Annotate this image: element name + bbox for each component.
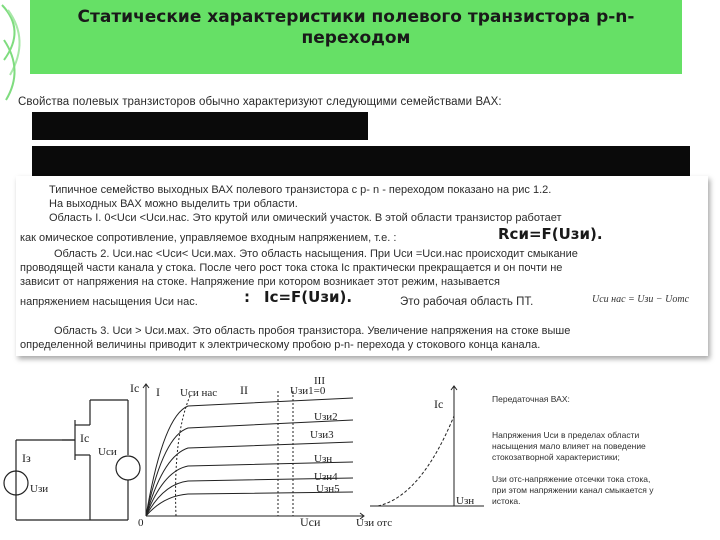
- transfer-xlabel: Uзн: [456, 495, 475, 507]
- transfer-label-ic: Iс: [434, 397, 444, 411]
- vax-curve-label-1: Uзи1=0: [290, 385, 326, 397]
- redacted-bar-2: [32, 146, 690, 176]
- vax-curve-label-5: Uзн4: [314, 471, 338, 483]
- note-2b: насыщения мало влияет на поведение: [492, 441, 646, 451]
- circuit-label-usi: Uси: [98, 446, 117, 458]
- note-transfer-title: Передаточная ВАХ:: [492, 394, 570, 404]
- panel-line-1: Типичное семейство выходных ВАХ полевого транзистора с p- n - переходом показано на рис 1.2.: [49, 184, 552, 196]
- description-panel: [16, 176, 708, 356]
- formula-colon: :: [244, 288, 250, 306]
- vax-region-3: III: [314, 375, 325, 387]
- title-line-1: Статические характеристики полевого транзистора p-n-: [77, 7, 635, 27]
- formula-rsi: Rси=F(Uзи).: [498, 225, 603, 243]
- panel-line-5: Область 2. Uси.нас <Uси< Uси.мах. Это область насыщения. При Uси =Uси.нас происходит смыкание: [54, 248, 578, 260]
- circuit-label-iz: Iз: [22, 451, 31, 465]
- vax-label-usinas: Uси нас: [180, 387, 218, 399]
- transfer-curve: [378, 416, 454, 506]
- circuit-label-uzi: Uзи: [30, 483, 49, 495]
- formula-ic: Iс=F(Uзи).: [264, 288, 353, 306]
- vax-curve-label-4: Uзн: [314, 453, 333, 465]
- subtitle: Свойства полевых транзисторов обычно характеризуют следующими семействами ВАХ:: [18, 96, 502, 108]
- vax-xlabel: Uси: [300, 515, 321, 529]
- vax-x-origin: 0: [138, 517, 144, 529]
- vax-region-2: II: [240, 383, 248, 397]
- vax-curve-label-2: Uзи2: [314, 411, 338, 423]
- panel-line-3: Область I. 0<Uси <Uси.нас. Это крутой или омический участок. В этой области транзистор работает: [49, 212, 562, 224]
- note-3b: при этом напряжении канал смыкается у: [492, 485, 654, 495]
- vax-curve-label-6: Uзн5: [316, 483, 340, 495]
- panel-line-8: напряжением насыщения Uси нас.: [20, 296, 198, 308]
- transfer-vax-chart: [356, 376, 490, 536]
- note-3c: истока.: [492, 496, 521, 506]
- note-2c: стокозатворной характеристики;: [492, 452, 620, 462]
- title-line-2: переходом: [301, 28, 411, 48]
- vax-region-1: I: [156, 385, 160, 399]
- circuit-diagram: [0, 380, 135, 535]
- panel-line-6: проводящей части канала у стока. После чего рост тока стока Iс практически прекращается и он почти не: [20, 262, 563, 274]
- panel-line-2: На выходных ВАХ можно выделить три области.: [49, 198, 298, 210]
- panel-line-8b: Это рабочая область ПТ.: [400, 296, 534, 308]
- panel-line-10: определенной величины приводит к электрическому пробою p-n- перехода у стокового конца канала.: [20, 339, 541, 351]
- panel-line-9: Область 3. Uси > Uси.мах. Это область пробоя транзистора. Увеличение напряжения на стоке выше: [54, 325, 571, 337]
- vax-curve-label-3: Uзи3: [310, 429, 334, 441]
- output-vax-chart: [128, 376, 368, 536]
- vax-curve-6: [146, 492, 353, 516]
- transfer-cutoff: Uзи отс: [356, 517, 393, 529]
- circuit-label-ic: Iс: [80, 431, 90, 445]
- vax-label-ic: Iс: [130, 381, 140, 395]
- redacted-bar-1: [32, 112, 368, 140]
- note-2a: Напряжения Uси в пределах области: [492, 430, 640, 440]
- title-banner: [30, 0, 682, 74]
- panel-line-4: как омическое сопротивление, управляемое входным напряжением, т.е. :: [20, 232, 397, 244]
- formula-usinas: Uси нас = Uзи − Uотс: [592, 294, 690, 305]
- note-3a: Uзи отс-напряжение отсечки тока стока,: [492, 474, 651, 484]
- panel-line-7: зависит от напряжения на стоке. Напряжение при котором возникает этот режим, называется: [20, 276, 500, 288]
- corner-decoration: [0, 0, 30, 110]
